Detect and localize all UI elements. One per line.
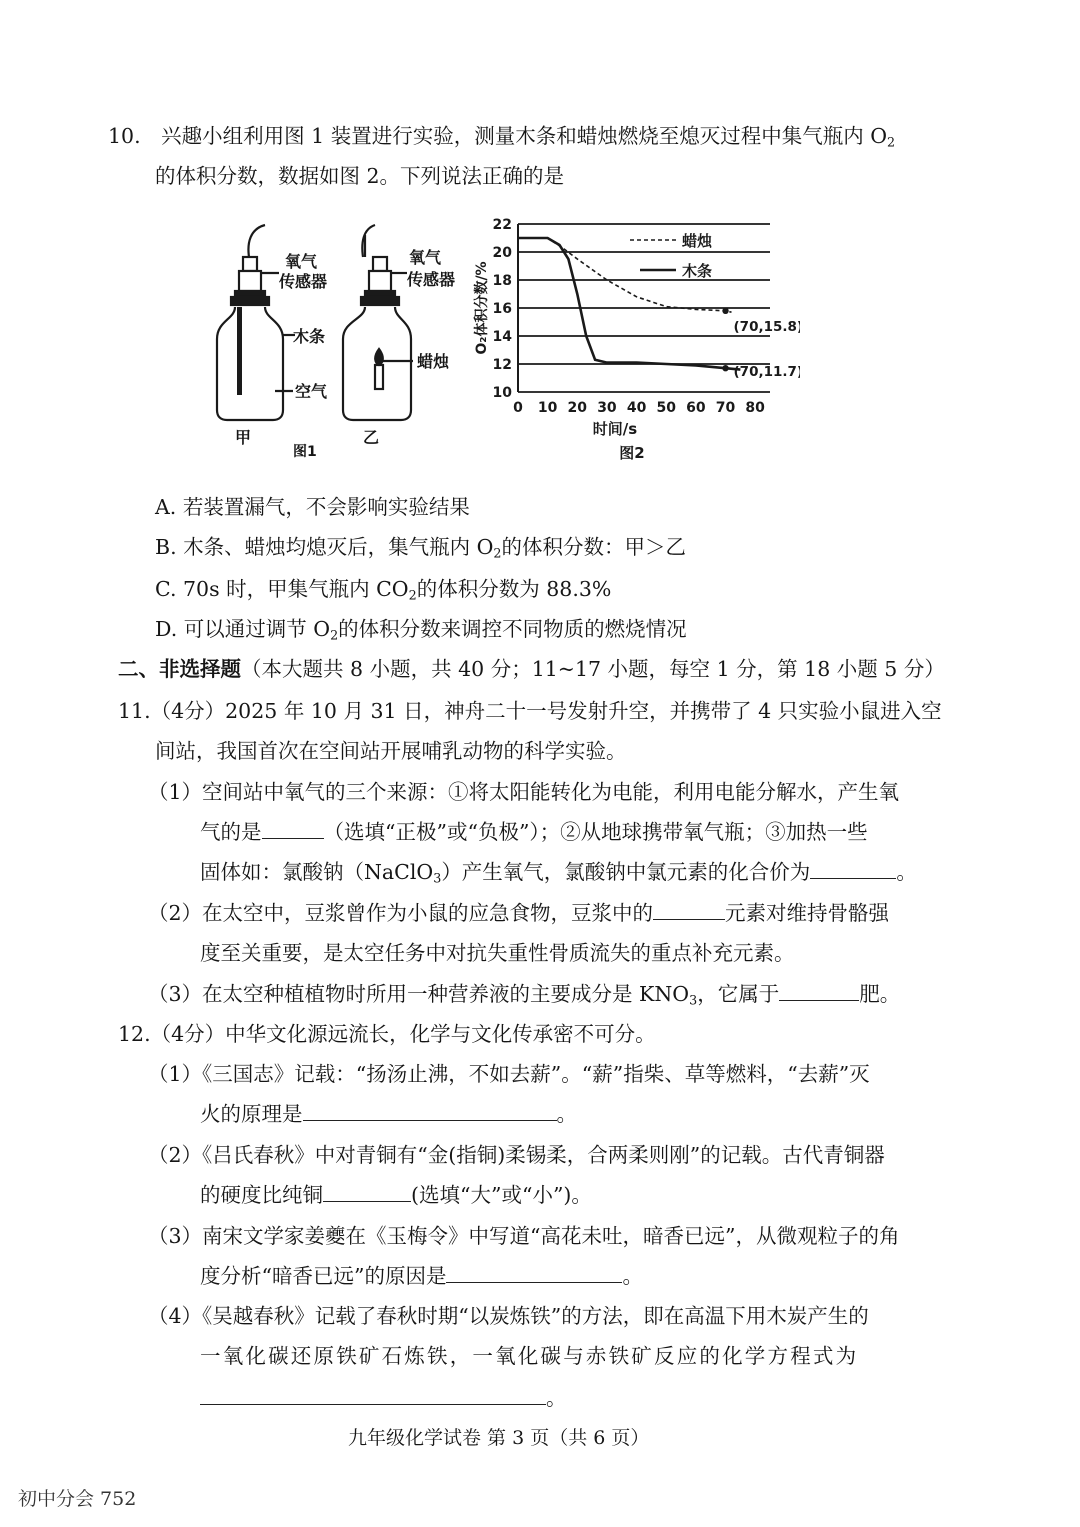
answer-blank-element[interactable] — [653, 899, 725, 920]
text: （2）在太空中，豆浆曾作为小鼠的应急食物，豆浆中的 — [148, 901, 654, 925]
y-tick-label: 20 — [492, 245, 512, 261]
option-b-text: B. 木条、蜡烛均熄灭后，集气瓶内 O — [155, 535, 494, 559]
o2-chart-svg — [470, 210, 800, 465]
text: 。 — [556, 1102, 577, 1126]
sensor-label-a-2: 传感器 — [279, 272, 328, 291]
y-axis-label: O₂体积分数/% — [474, 261, 490, 355]
answer-blank-equation[interactable] — [200, 1384, 546, 1405]
chart-caption: 图2 — [619, 444, 645, 462]
section-desc: （本大题共 8 小题，共 40 分；11~17 小题，每空 1 分，第 18 小题 5 分） — [241, 657, 945, 681]
subscript: 2 — [887, 134, 896, 150]
q11-part1-line1: （1）空间站中氧气的三个来源：①将太阳能转化为电能，利用电能分解水，产生氧 — [148, 780, 900, 804]
q12-part4-line3 — [200, 1384, 567, 1412]
text: ，它属于 — [697, 982, 780, 1006]
subscript: 3 — [433, 870, 442, 886]
data-point — [722, 365, 728, 371]
bottle-a-label: 甲 — [235, 428, 252, 447]
answer-blank-particles[interactable] — [446, 1262, 622, 1283]
q11-part1-line3 — [200, 858, 917, 886]
q12-part4-line1: （4）《吴越春秋》记载了春秋时期“以炭炼铁”的方法，即在高温下用木炭产生的 — [148, 1304, 869, 1328]
q12-part4-line2: 一氧化碳还原铁矿石炼铁，一氧化碳与赤铁矿反应的化学方程式为 — [200, 1344, 859, 1368]
q11-part2-line1 — [148, 899, 889, 927]
section-title: 二、非选择题 — [118, 657, 241, 681]
y-tick-label: 14 — [492, 329, 512, 345]
q12-part1-line1: （1）《三国志》记载：“扬汤止沸，不如去薪”。“薪”指柴、草等燃料，“去薪”灭 — [148, 1062, 870, 1086]
x-tick-label: 70 — [715, 400, 736, 416]
bottle-b — [343, 225, 413, 420]
x-tick-label: 20 — [567, 400, 588, 416]
sensor-label-b-2: 传感器 — [407, 270, 456, 289]
text: 。 — [546, 1386, 567, 1410]
option-b[interactable] — [155, 533, 686, 561]
q10-stem-line1 — [108, 122, 895, 150]
legend-label-candle: 蜡烛 — [682, 232, 713, 250]
text: 度分析“暗香已远”的原因是 — [200, 1264, 447, 1288]
watermark: 初中分会 752 — [18, 1488, 137, 1510]
figure-2-chart — [470, 210, 800, 465]
data-label: (70,15.8) — [733, 318, 800, 335]
x-tick-label: 30 — [597, 400, 617, 416]
q11-stem-line2: 间站，我国首次在空间站开展哺乳动物的科学实验。 — [155, 739, 627, 763]
text: （选填“正极”或“负极”）；②从地球携带氧气瓶；③加热一些 — [323, 820, 868, 844]
figure-1-caption: 图1 — [293, 444, 317, 460]
text: （3）在太空种植植物时所用一种营养液的主要成分是 KNO — [148, 982, 690, 1006]
stick-label: 木条 — [293, 327, 326, 346]
text: (选填“大”或“小”)。 — [411, 1183, 592, 1207]
subscript: 2 — [408, 587, 417, 603]
option-b-text-2: 的体积分数：甲＞乙 — [501, 535, 687, 559]
q10-stem-text: 兴趣小组利用图 1 装置进行实验，测量木条和蜡烛燃烧至熄灭过程中集气瓶内 O — [161, 124, 888, 148]
subscript: 2 — [493, 545, 502, 561]
option-c[interactable] — [155, 575, 611, 603]
subscript: 3 — [689, 992, 698, 1008]
answer-blank-fire-principle[interactable] — [303, 1100, 557, 1121]
answer-blank-hardness[interactable] — [323, 1181, 411, 1202]
answer-blank-valence[interactable] — [810, 858, 896, 879]
q10-stem-line2: 的体积分数，数据如图 2。下列说法正确的是 — [155, 164, 565, 188]
y-tick-label: 18 — [492, 273, 512, 289]
answer-blank-electrode[interactable] — [262, 818, 324, 839]
option-c-text-2: 的体积分数为 88.3% — [416, 577, 612, 601]
x-axis-label: 时间/s — [592, 420, 638, 438]
x-tick-label: 80 — [745, 400, 765, 416]
q11-part2-line2: 度至关重要，是太空任务中对抗失重性骨质流失的重点补充元素。 — [200, 941, 795, 965]
figure-1 — [195, 215, 456, 465]
option-d-text: D. 可以通过调节 O — [155, 617, 331, 641]
text: 的硬度比纯铜 — [200, 1183, 323, 1207]
page-footer: 九年级化学试卷 第 3 页（共 6 页） — [348, 1427, 650, 1449]
q11-stem-line1: 11.（4分）2025 年 10 月 31 日，神舟二十一号发射升空，并携带了 4 只实验小鼠进入空 — [118, 699, 942, 723]
sensor-label-a-1: 氧气 — [285, 252, 318, 271]
x-tick-label: 0 — [513, 400, 523, 416]
x-tick-label: 10 — [537, 400, 558, 416]
q11-part1-line2 — [200, 818, 868, 846]
q12-part3-line2 — [200, 1262, 643, 1290]
x-tick-label: 50 — [656, 400, 676, 416]
text: ）产生氧气，氯酸钠中氯元素的化合价为 — [441, 860, 811, 884]
series-line-stick — [518, 238, 740, 370]
data-point — [722, 308, 728, 314]
y-tick-label: 22 — [492, 217, 512, 233]
option-c-text: C. 70s 时，甲集气瓶内 CO — [155, 577, 409, 601]
bottle-a — [217, 225, 295, 420]
q12-part2-line1: （2）《吕氏春秋》中对青铜有“金(指铜)柔锡柔，合两柔则刚”的记载。古代青铜器 — [148, 1143, 885, 1167]
y-tick-label: 10 — [492, 385, 512, 401]
q11-part3 — [148, 980, 900, 1008]
q12-stem: 12.（4分）中华文化源远流长，化学与文化传承密不可分。 — [118, 1022, 656, 1046]
candle-label: 蜡烛 — [417, 352, 450, 371]
x-tick-label: 40 — [626, 400, 647, 416]
answer-blank-fertilizer[interactable] — [779, 980, 859, 1001]
question-number: 10. — [108, 124, 141, 148]
option-d[interactable] — [155, 615, 687, 643]
y-tick-label: 12 — [492, 357, 512, 373]
text: 。 — [896, 860, 917, 884]
subscript: 2 — [330, 627, 339, 643]
sensor-label-b-1: 氧气 — [409, 248, 442, 267]
bottle-b-label: 乙 — [363, 428, 380, 447]
air-label: 空气 — [295, 382, 328, 401]
y-tick-label: 16 — [492, 301, 512, 317]
text: 气的是 — [200, 820, 262, 844]
option-d-text-2: 的体积分数来调控不同物质的燃烧情况 — [338, 617, 687, 641]
legend-label-stick: 木条 — [682, 262, 713, 280]
text: 元素对维持骨骼强 — [725, 901, 890, 925]
text: 火的原理是 — [200, 1102, 303, 1126]
section-2-heading — [118, 655, 945, 683]
q12-part2-line2 — [200, 1181, 592, 1209]
x-tick-label: 60 — [686, 400, 706, 416]
data-label: (70,11.7) — [733, 364, 800, 381]
q12-part1-line2 — [200, 1100, 577, 1128]
option-a[interactable]: A. 若装置漏气，不会影响实验结果 — [155, 495, 470, 519]
text: 肥。 — [859, 982, 901, 1006]
text: 。 — [622, 1264, 643, 1288]
text: 固体如：氯酸钠（NaClO — [200, 860, 434, 884]
q12-part3-line1: （3）南宋文学家姜夔在《玉梅令》中写道“高花未吐，暗香已远”，从微观粒子的角 — [148, 1224, 900, 1248]
